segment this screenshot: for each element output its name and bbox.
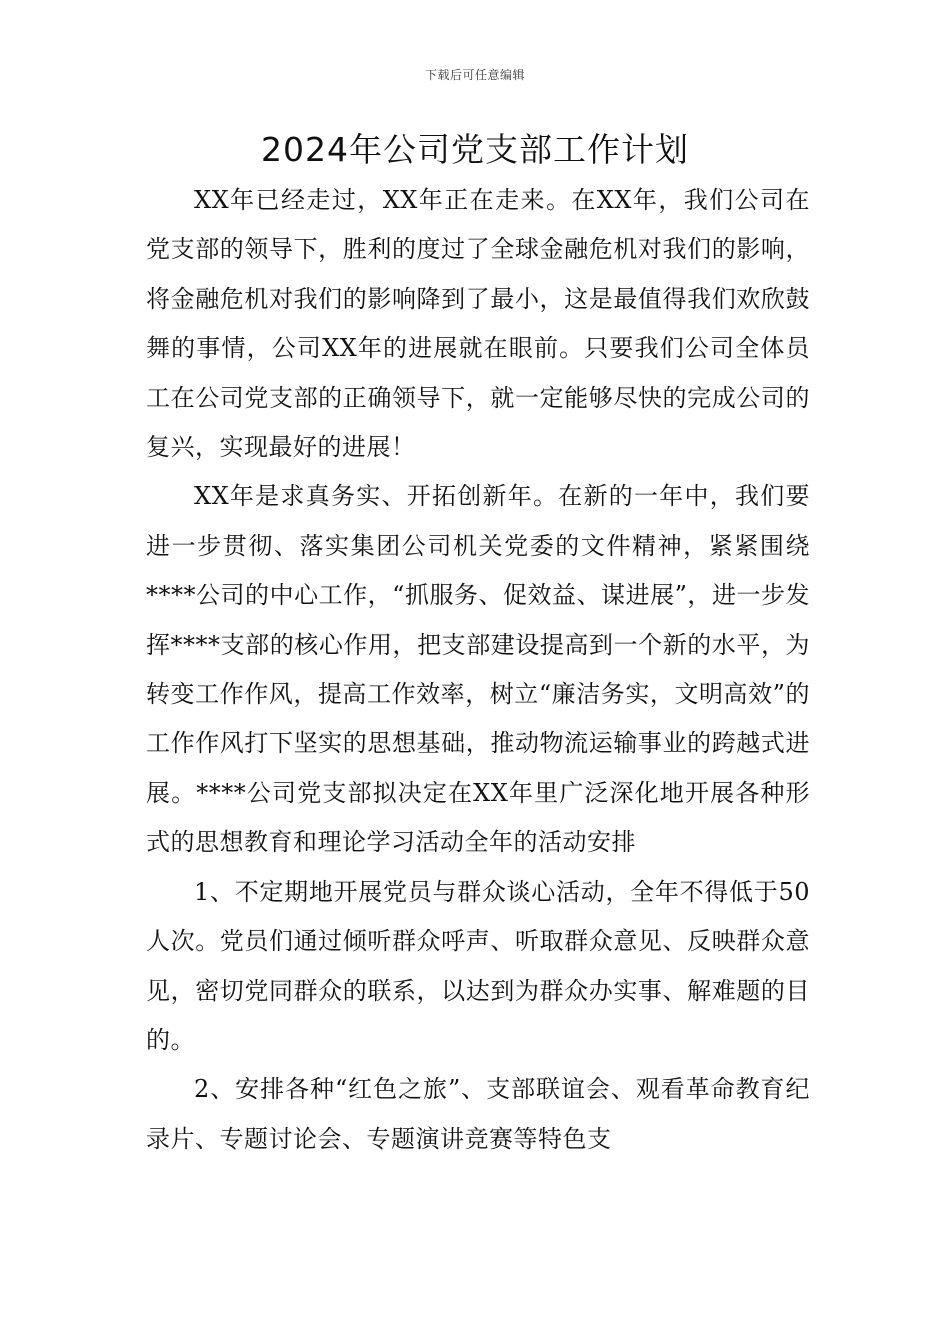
paragraph-intro: XX年已经走过，XX年正在走来。在XX年，我们公司在党支部的领导下，胜利的度过了全球金融危机对我们的影响，将金融危机对我们的影响降到了最小，这是最值得我们欢欣鼓舞的事情，公司XX年的进展就在眼前。只要我们公司全体员工在公司党支部的正确领导下，就一定能够尽快的完成公司的复兴，实现最好的进展！ — [146, 186, 810, 462]
document-body — [146, 176, 810, 1164]
paragraph-item-1: 1、不定期地开展党员与群众谈心活动，全年不得低于50人次。党员们通过倾听群众呼声、听取群众意见、反映群众意见，密切党同群众的联系，以达到为群众办实事、解难题的目的。 — [146, 877, 810, 1054]
paragraph-goals: XX年是求真务实、开拓创新年。在新的一年中，我们要进一步贯彻、落实集团公司机关党委的文件精神，紧紧围绕****公司的中心工作，“抓服务、促效益、谋进展”，进一步发挥****支部的核心作用，把支部建设提高到一个新的水平，为转变工作作风，提高工作效率，树立“廉洁务实，文明高效”的工作作风打下坚实的思想基础，推动物流运输事业的跨越式进展。****公司党支部拟决定在XX年里广泛深化地开展各种形式的思想教育和理论学习活动全年的活动安排 — [146, 482, 810, 857]
header-note: 下载后可任意编辑 — [424, 68, 525, 82]
document-title: 2024年公司党支部工作计划 — [261, 130, 689, 169]
paragraph-item-2: 2、安排各种“红色之旅”、支部联谊会、观看革命教育纪录片、专题讨论会、专题演讲竞赛等特色支 — [146, 1075, 810, 1153]
